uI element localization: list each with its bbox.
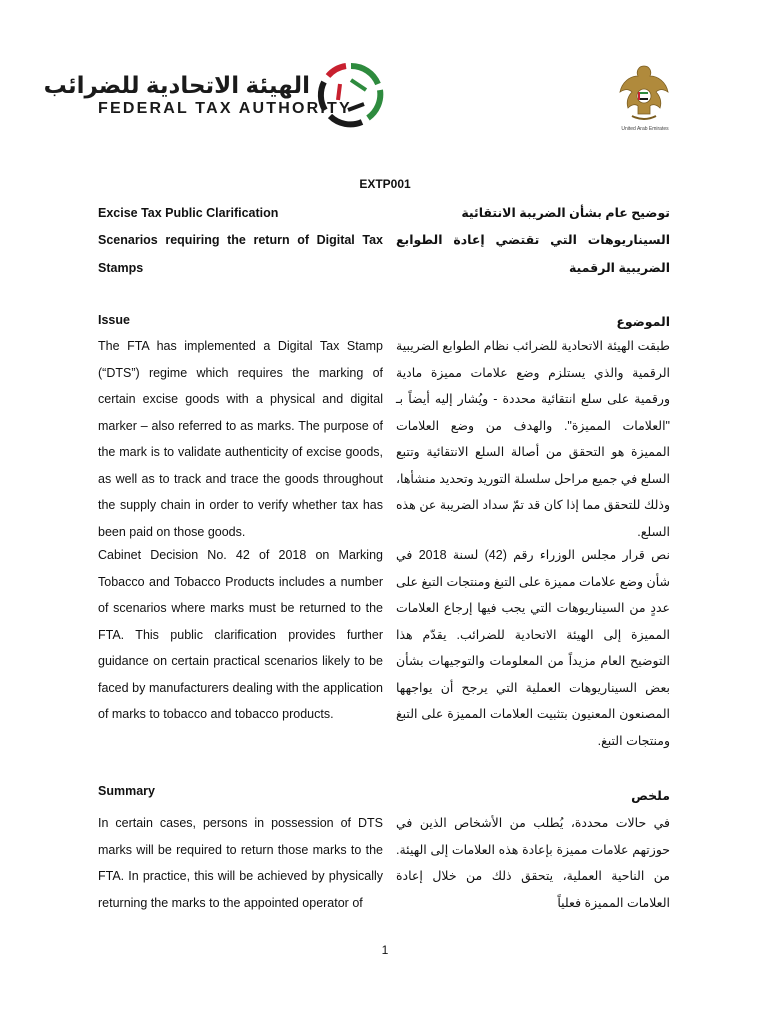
emblem-flag-red [638,92,640,100]
logo-inner-green [351,80,366,90]
page-number: 1 [381,943,389,957]
issue-heading-en: Issue [98,313,130,327]
subtitle-ar: السيناريوهات التي تقتضي إعادة الطوابع الضريبية الرقمية [396,233,670,275]
summary-heading-en: Summary [98,784,155,798]
logo-arc-black-2 [321,82,325,110]
issue-paragraph-2-en: Cabinet Decision No. 42 of 2018 on Marking Tobacco and Tobacco Products includes a number of scenarios where marks must be returned to the FTA. This public clarification provides further guidance on certain practical scenarios likely to be faced by manufacturers dealing with the application of marks to tobacco and tobacco products. [98,548,383,721]
subtitle-en: Scenarios requiring the return of Digital Tax Stamps [98,233,383,275]
emblem-flag-green [640,92,648,94]
emblem-flag-white [640,95,648,97]
title-en: Excise Tax Public Clarification [98,206,279,220]
issue-paragraph-2-ar: نص قرار مجلس الوزراء رقم (42) لسنة 2018 في شأن وضع علامات مميزة على التبغ ومنتجات التبغ على عددٍ من السيناريوهات التي يجب فيها إرجاع العلامات المميزة إلى الهيئة الاتحادية للضرائب. يقدّم هذا التوضيح العام مزيداً من المعلومات والتوجيهات بشأن بعض السيناريوهات العملية التي يرجح أن يواجهها المصنعون المعنيون بتثبيت العلامات المميزة على التبغ ومنتجات التبغ. [396,548,670,748]
logo-inner-red [338,84,340,100]
summary-paragraph-en: In certain cases, persons in possession of DTS marks will be required to return those marks to the FTA. In practice, this will be achieved by physically returning the marks to the appointed operator of [98,816,383,910]
fta-logo-mark-icon [316,60,386,130]
logo-inner-black [348,104,364,110]
emblem-caption: United Arab Emirates [621,126,669,132]
uae-emblem-icon [618,62,670,124]
fta-logo-english-text: FEDERAL TAX AUTHORITY [98,100,352,117]
fta-logo-arabic-text: الهيئة الاتحادية للضرائب [43,72,310,98]
emblem-flag-black [640,98,648,100]
logo-arc-black [330,116,362,124]
title-ar: توضيح عام بشأن الضريبة الانتقائية [461,206,670,220]
issue-heading-ar: الموضوع [616,315,670,329]
document-id: EXTP001 [359,177,411,191]
issue-paragraph-1-ar: طبقت الهيئة الاتحادية للضرائب نظام الطوابع الضريبية الرقمية والذي يستلزم وضع علامات مميزة مادية ورقمية على سلع انتقائية محددة - ويُشار إليه أيضاً بـ "العلامات المميزة". والهدف من وضع العلامات المميزة هو التحقق من أصالة السلع الانتقائية وتتبع السلع في جميع مراحل سلسلة التوريد وتحديد منشأها، وذلك للتحقق مما إذا كان قد تمّ سداد الضريبة عن هذه السلع. [396,339,670,539]
summary-heading-ar: ملخص [631,789,670,803]
logo-arc-red [328,66,346,76]
summary-paragraph-ar: في حالات محددة، يُطلب من الأشخاص الذين في حوزتهم علامات مميزة بإعادة هذه العلامات إلى الهيئة. من الناحية العملية، يتحقق ذلك من خلال إعادة العلامات المميزة فعلياً [396,816,670,910]
issue-paragraph-1-en: The FTA has implemented a Digital Tax Stamp (“DTS”) regime which requires the marking of certain excise goods with a physical and digital marker – also referred to as marks. The purpose of the mark is to validate authenticity of excise goods, as well as to track and trace the goods throughout the supply chain in order to verify whether tax has been paid on those goods. [98,339,383,539]
logo-arc-green-2 [368,90,380,118]
emblem-scroll [632,116,656,119]
